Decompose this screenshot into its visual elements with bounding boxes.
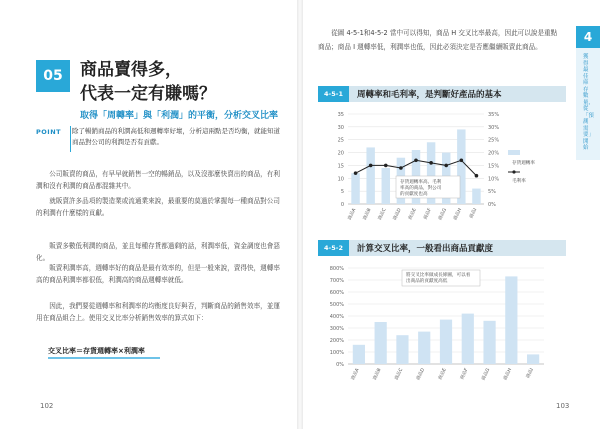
chart2-xtick: 商品G: [481, 367, 492, 382]
chart1-ytick-left: 15: [337, 163, 344, 170]
chart1-xtick: 商品F: [423, 207, 433, 221]
chart2-xtick: 商品C: [394, 367, 405, 382]
book-gutter: [297, 0, 303, 429]
chart1-ytick-left: 5: [340, 189, 344, 196]
chart1-ytick-left: 20: [337, 150, 344, 157]
chart2-bar: [505, 276, 517, 364]
chart1-xtick: 商品G: [438, 207, 449, 222]
right-intro-paragraph: 從圖 4-5-1和4-5-2 當中可以得知，商品 H 交叉比率最高，因此可以說是重點商品；商品 I 週轉率低，利潤率也低，因此必須決定是否應繼續販賣此商品。: [318, 29, 558, 51]
chart1-ytick-right: 35%: [488, 112, 500, 118]
chart1-legend-line-label: 毛利率: [512, 179, 526, 184]
chart1-ytick-left: 25: [337, 137, 344, 144]
chart1-ytick-right: 0%: [488, 202, 496, 208]
chart-turnover-margin: [318, 106, 568, 234]
chart2-xtick: 商品I: [525, 367, 535, 380]
figure-2-number: 4-5-2: [318, 240, 349, 256]
chart1-legend-swatch-bar: [508, 150, 520, 155]
chart1-line-point: [384, 164, 388, 168]
section-subtitle: 取得「周轉率」與「利潤」的平衡，分析交叉比率: [80, 111, 279, 121]
chart1-bar: [472, 189, 480, 204]
chart1-bar: [366, 147, 374, 204]
section-title: 商品賣得多， 代表一定有賺嗎？: [80, 60, 216, 104]
chart1-xtick: 商品H: [453, 207, 464, 222]
chart2-annotation: 將交叉比率做成長條圖，可以看出商品的貢獻度高低: [406, 273, 471, 284]
chart2-bar: [418, 332, 430, 364]
point-label: POINT: [36, 128, 62, 136]
chart1-line-point: [429, 161, 433, 165]
page-number-right: 103: [556, 402, 570, 410]
chart2-ytick: 700%: [329, 278, 344, 284]
point-divider: [70, 126, 71, 152]
chart2-ytick: 500%: [329, 302, 344, 308]
chart2-ytick: 200%: [329, 338, 344, 344]
chart1-line-point: [460, 158, 464, 162]
formula: 交叉比率＝存貨週轉率×利潤率: [48, 347, 145, 355]
chart1-xtick: 商品E: [408, 207, 418, 221]
chart1-ytick-right: 15%: [488, 163, 500, 170]
chart1-ytick-left: 35: [337, 112, 344, 118]
chart1-ytick-right: 30%: [488, 124, 500, 131]
body-paragraph-4: 販賣利潤率高，週轉率好的商品是最有效率的，但是一般來說，賣得快，週轉率高的商品利潤率都很低，利潤高的商品週轉率就低。: [36, 264, 280, 284]
chart1-line-point: [369, 164, 373, 168]
chart1-bar: [351, 173, 359, 204]
chart1-ytick-right: 25%: [488, 137, 500, 144]
chart1-xtick: 商品C: [377, 207, 388, 222]
chart2-xtick: 商品E: [438, 367, 448, 381]
chart1-annotation: 存貨週轉率高、毛利率高的商品，對公司的貢獻度也高: [400, 180, 442, 197]
chart1-ytick-left: 0: [340, 202, 344, 208]
body-paragraph-1: 公司販賣的商品，有早早就銷售一空的暢銷品，以及沒那麼快賣出的商品，有利潤和沒有利潤的商品都混雜其中。: [36, 170, 280, 190]
chart2-ytick: 0%: [336, 362, 344, 368]
chart1-legend-swatch-point: [512, 170, 515, 173]
figure-1-title: 周轉率和毛利率，是判斷好產品的基本: [356, 90, 502, 100]
chart1-ytick-left: 30: [337, 124, 344, 131]
chart2-xtick: 商品A: [350, 367, 361, 382]
chart2-bar: [353, 345, 365, 364]
formula-underline: [48, 357, 160, 359]
chart2-xtick: 商品H: [503, 367, 514, 382]
chart1-xtick: 商品B: [362, 207, 373, 222]
body-paragraph-5: 因此，我們要從週轉率和利潤率的均衡度良好與否，判斷商品的銷售效率，並運用在商品組合上。使用交叉比率分析銷售效率的算式如下：: [36, 302, 280, 322]
section-number-badge: 05: [36, 60, 70, 92]
chart2-ytick: 400%: [329, 314, 344, 320]
chart1-line-point: [354, 171, 358, 175]
chart1-xtick: 商品D: [392, 207, 403, 222]
page-number-left: 102: [40, 402, 54, 410]
chart2-ytick: 100%: [329, 350, 344, 356]
chart2-xtick: 商品B: [372, 367, 383, 382]
chart2-ytick: 300%: [329, 326, 344, 332]
chart1-xtick: 商品A: [347, 207, 358, 222]
figure-2-title: 計算交叉比率，一般看出商品貢獻度: [356, 244, 493, 254]
chart1-ytick-left: 10: [337, 176, 344, 183]
chart1-legend-bar-label: 存貨週轉率: [512, 161, 535, 166]
figure-1-header: [318, 86, 566, 102]
chart2-xtick: 商品F: [460, 367, 470, 381]
chapter-side-text: 獲得最佳庫存數量，從「預測需要」開始: [583, 54, 594, 151]
chart2-bar: [375, 322, 387, 364]
chart2-bar: [396, 335, 408, 364]
chart2-bar: [462, 314, 474, 364]
chart1-bar: [382, 168, 390, 204]
chart2-xtick: 商品D: [416, 367, 427, 382]
chart-cross-ratio: [318, 260, 568, 398]
chapter-side-tab: 4: [576, 26, 600, 48]
chart1-line-point: [399, 166, 403, 170]
chart1-line-point: [475, 174, 479, 178]
figure-1-number: 4-5-1: [318, 86, 349, 102]
chart2-ytick: 800%: [329, 266, 344, 272]
point-text: 除了暢銷商品的利潤高低和週轉率好壞，分析這兩點是否均衡，就能知道商品對公司的利潤是否有貢獻。: [72, 127, 280, 146]
chart1-line-point: [444, 164, 448, 168]
chart1-ytick-right: 5%: [488, 189, 496, 196]
chart2-bar: [440, 320, 452, 364]
chart2-bar: [483, 321, 495, 364]
chart2-bar: [527, 354, 539, 364]
chart1-ytick-right: 10%: [488, 176, 500, 183]
chart1-xtick: 商品I: [469, 207, 479, 220]
body-paragraph-2: 就販賣許多品項的製造業或流通業來說，最重要的莫過於掌握每一種商品對公司的利潤有什麼樣的貢獻。: [36, 197, 280, 217]
body-paragraph-3: 販賣多數低利潤的商品，並且每種存貨都過剩的話，利潤率低，資金調度也會惡化。: [36, 242, 280, 262]
chart1-line-point: [414, 158, 418, 162]
chart1-ytick-right: 20%: [488, 150, 500, 157]
chart2-ytick: 600%: [329, 290, 344, 296]
figure-2-header: [318, 240, 566, 256]
